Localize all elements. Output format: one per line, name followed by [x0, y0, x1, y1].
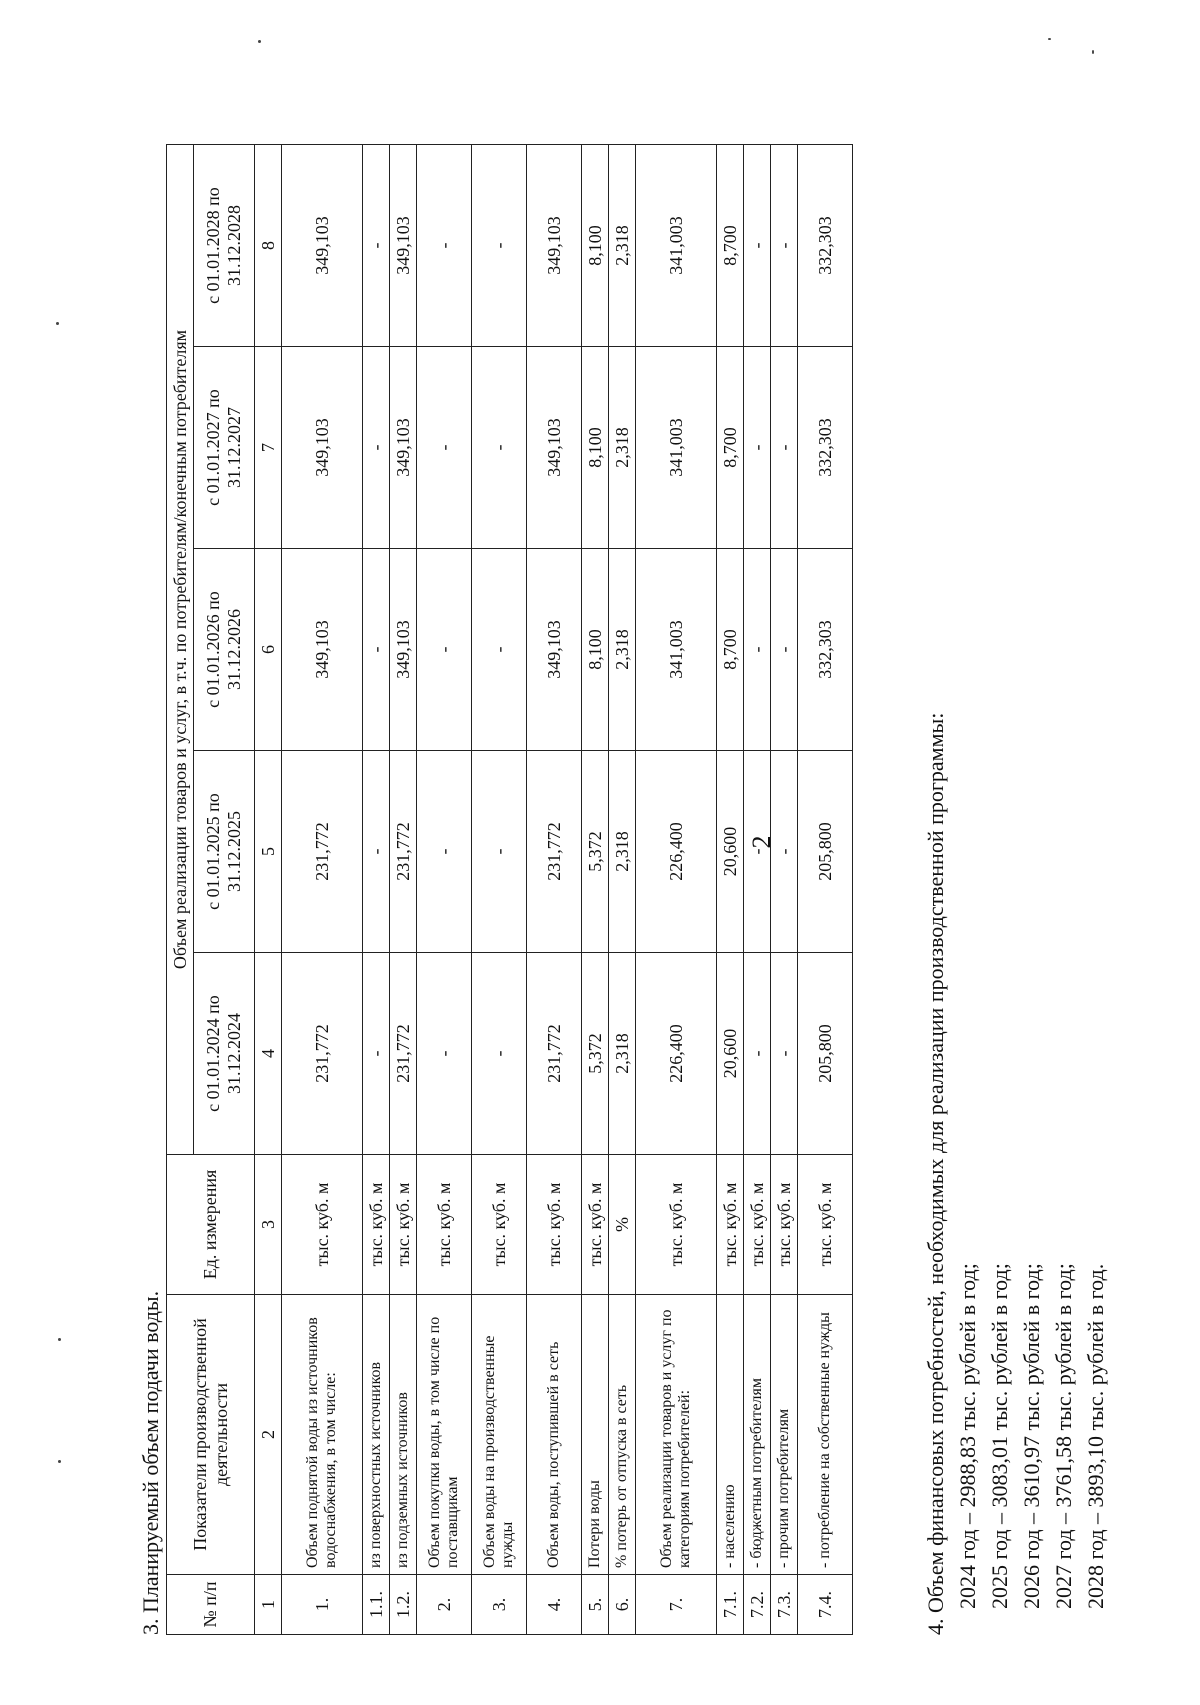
row-num: 3.: [472, 1575, 527, 1635]
row-value: -: [744, 751, 771, 953]
row-value: 231,772: [390, 953, 417, 1155]
row-value: 349,103: [390, 549, 417, 751]
row-unit: тыс. куб. м: [472, 1155, 527, 1295]
header-unit: Ед. измерения: [167, 1155, 255, 1295]
row-value: 205,800: [798, 751, 853, 953]
row-unit: тыс. куб. м: [717, 1155, 744, 1295]
row-value: 2,318: [609, 144, 636, 346]
table-row: [717, 144, 744, 1634]
row-value: -: [744, 347, 771, 549]
row-unit: тыс. куб. м: [527, 1155, 582, 1295]
scan-speck: [1048, 38, 1051, 40]
column-number: 4: [255, 953, 282, 1155]
header-period: с 01.01.2028 по 31.12.2028: [194, 144, 255, 346]
row-unit: тыс. куб. м: [390, 1155, 417, 1295]
row-value: -: [417, 144, 472, 346]
row-value: 8,100: [582, 144, 609, 346]
row-value: -: [771, 953, 798, 1155]
row-indicator: Потери воды: [582, 1295, 609, 1575]
header-group-title: Объем реализации товаров и услуг, в т.ч. по потребителям/конечным потребителям: [167, 144, 194, 1154]
row-value: -: [472, 953, 527, 1155]
row-indicator: % потерь от отпуска в сеть: [609, 1295, 636, 1575]
row-indicator: - населению: [717, 1295, 744, 1575]
column-number: 7: [255, 347, 282, 549]
table-row: [582, 144, 609, 1634]
row-value: -: [417, 549, 472, 751]
row-value: 349,103: [390, 347, 417, 549]
finance-line: 2025 год – 3083,01 тыс. рублей в год;: [987, 1263, 1012, 1609]
row-value: 8,700: [717, 144, 744, 346]
table-row: [609, 144, 636, 1634]
row-value: 349,103: [282, 144, 363, 346]
table-row: [771, 144, 798, 1634]
row-value: 349,103: [282, 347, 363, 549]
row-value: 205,800: [798, 953, 853, 1155]
row-unit: %: [609, 1155, 636, 1295]
header-indicator: Показатели производственной деятельности: [167, 1295, 255, 1575]
row-indicator: Объем воды на производственные нужды: [472, 1295, 527, 1575]
row-unit: тыс. куб. м: [771, 1155, 798, 1295]
finance-line: 2027 год – 3761,58 тыс. рублей в год;: [1051, 1263, 1076, 1609]
scan-speck: [58, 1338, 61, 1341]
scan-speck: [258, 40, 261, 43]
row-num: 7.3.: [771, 1575, 798, 1635]
row-value: -: [771, 347, 798, 549]
column-number: 1: [255, 1575, 282, 1635]
row-value: 2,318: [609, 347, 636, 549]
header-period: с 01.01.2024 по 31.12.2024: [194, 953, 255, 1155]
table-header-row: [167, 144, 194, 1634]
row-indicator: Объем реализации товаров и услуг по категориям потребителей:: [636, 1295, 717, 1575]
row-num: 6.: [609, 1575, 636, 1635]
row-value: 349,103: [527, 347, 582, 549]
table-row: [282, 144, 363, 1634]
page-number: 2: [747, 835, 776, 849]
row-value: 20,600: [717, 751, 744, 953]
table-row: [798, 144, 853, 1634]
row-value: 226,400: [636, 953, 717, 1155]
row-num: 2.: [417, 1575, 472, 1635]
row-num: 1.: [282, 1575, 363, 1635]
row-value: -: [744, 953, 771, 1155]
row-value: -: [771, 549, 798, 751]
row-value: 5,372: [582, 953, 609, 1155]
table-row: [417, 144, 472, 1634]
row-unit: тыс. куб. м: [363, 1155, 390, 1295]
column-number: 6: [255, 549, 282, 751]
row-value: 231,772: [527, 953, 582, 1155]
row-num: 4.: [527, 1575, 582, 1635]
header-period: с 01.01.2026 по 31.12.2026: [194, 549, 255, 751]
finance-line: 2028 год – 3893,10 тыс. рублей в год.: [1083, 1263, 1108, 1609]
row-value: 349,103: [527, 549, 582, 751]
row-value: 349,103: [282, 549, 363, 751]
table-row: [744, 144, 771, 1634]
row-value: -: [363, 347, 390, 549]
row-value: -: [417, 953, 472, 1155]
section-3-title: 3. Планируемый объем подачи воды.: [138, 1290, 163, 1635]
row-num: 1.1.: [363, 1575, 390, 1635]
row-value: 8,700: [717, 347, 744, 549]
row-value: 231,772: [390, 751, 417, 953]
row-num: 5.: [582, 1575, 609, 1635]
column-number: 5: [255, 751, 282, 953]
row-value: -: [363, 144, 390, 346]
rotated-page-content: [140, 135, 1170, 1635]
row-indicator: - бюджетным потребителям: [744, 1295, 771, 1575]
row-value: 231,772: [527, 751, 582, 953]
row-value: -: [363, 751, 390, 953]
table-row: [636, 144, 717, 1634]
row-value: 8,100: [582, 549, 609, 751]
row-value: -: [417, 751, 472, 953]
finance-line: 2024 год – 2988,83 тыс. рублей в год;: [955, 1263, 980, 1609]
row-num: 7.2.: [744, 1575, 771, 1635]
row-value: 332,303: [798, 549, 853, 751]
row-value: -: [744, 549, 771, 751]
row-value: 349,103: [390, 144, 417, 346]
column-number: 2: [255, 1295, 282, 1575]
table-row: [472, 144, 527, 1634]
row-value: 349,103: [527, 144, 582, 346]
row-value: 2,318: [609, 549, 636, 751]
row-value: 332,303: [798, 347, 853, 549]
row-value: 20,600: [717, 953, 744, 1155]
row-value: 332,303: [798, 144, 853, 346]
finance-line: 2026 год – 3610,97 тыс. рублей в год;: [1019, 1263, 1044, 1609]
row-value: 231,772: [282, 751, 363, 953]
row-value: 2,318: [609, 953, 636, 1155]
row-indicator: из поверхностных источников: [363, 1295, 390, 1575]
table-row: [527, 144, 582, 1634]
section-4-title: 4. Объем финансовых потребностей, необходимых для реализации производственной программы:: [923, 712, 948, 1635]
header-period: с 01.01.2027 по 31.12.2027: [194, 347, 255, 549]
water-supply-volume-table: [166, 144, 853, 1635]
column-number-row: [255, 144, 282, 1634]
row-indicator: - прочим потребителям: [771, 1295, 798, 1575]
row-indicator: - потребление на собственные нужды: [798, 1295, 853, 1575]
row-num: 1.2.: [390, 1575, 417, 1635]
row-num: 7.1.: [717, 1575, 744, 1635]
row-value: -: [744, 144, 771, 346]
row-value: -: [771, 144, 798, 346]
finance-section: [920, 713, 1112, 1635]
row-unit: тыс. куб. м: [636, 1155, 717, 1295]
row-value: 8,700: [717, 549, 744, 751]
row-value: -: [417, 347, 472, 549]
row-unit: тыс. куб. м: [417, 1155, 472, 1295]
row-num: 7.4.: [798, 1575, 853, 1635]
row-value: 2,318: [609, 751, 636, 953]
row-value: 341,003: [636, 549, 717, 751]
row-value: -: [472, 144, 527, 346]
row-value: -: [771, 751, 798, 953]
row-indicator: Объем поднятой воды из источников водоснабжения, в том числе:: [282, 1295, 363, 1575]
table-row: [390, 144, 417, 1634]
header-num: № п/п: [167, 1575, 255, 1635]
scan-speck: [58, 1460, 61, 1463]
scan-speck: [56, 322, 59, 325]
column-number: 3: [255, 1155, 282, 1295]
scan-speck: [1092, 50, 1094, 54]
row-indicator: Объем воды, поступившей в сеть: [527, 1295, 582, 1575]
row-unit: тыс. куб. м: [798, 1155, 853, 1295]
header-period: с 01.01.2025 по 31.12.2025: [194, 751, 255, 953]
row-value: 5,372: [582, 751, 609, 953]
row-value: 231,772: [282, 953, 363, 1155]
row-value: -: [472, 751, 527, 953]
table-row: [363, 144, 390, 1634]
row-value: 8,100: [582, 347, 609, 549]
row-num: 7.: [636, 1575, 717, 1635]
row-indicator: из подземных источников: [390, 1295, 417, 1575]
row-value: 341,003: [636, 144, 717, 346]
row-value: -: [472, 549, 527, 751]
row-unit: тыс. куб. м: [582, 1155, 609, 1295]
row-value: 341,003: [636, 347, 717, 549]
row-value: 226,400: [636, 751, 717, 953]
row-unit: тыс. куб. м: [744, 1155, 771, 1295]
column-number: 8: [255, 144, 282, 346]
row-unit: тыс. куб. м: [282, 1155, 363, 1295]
row-value: -: [363, 549, 390, 751]
row-value: -: [363, 953, 390, 1155]
row-value: -: [472, 347, 527, 549]
row-indicator: Объем покупки воды, в том числе по поставщикам: [417, 1295, 472, 1575]
